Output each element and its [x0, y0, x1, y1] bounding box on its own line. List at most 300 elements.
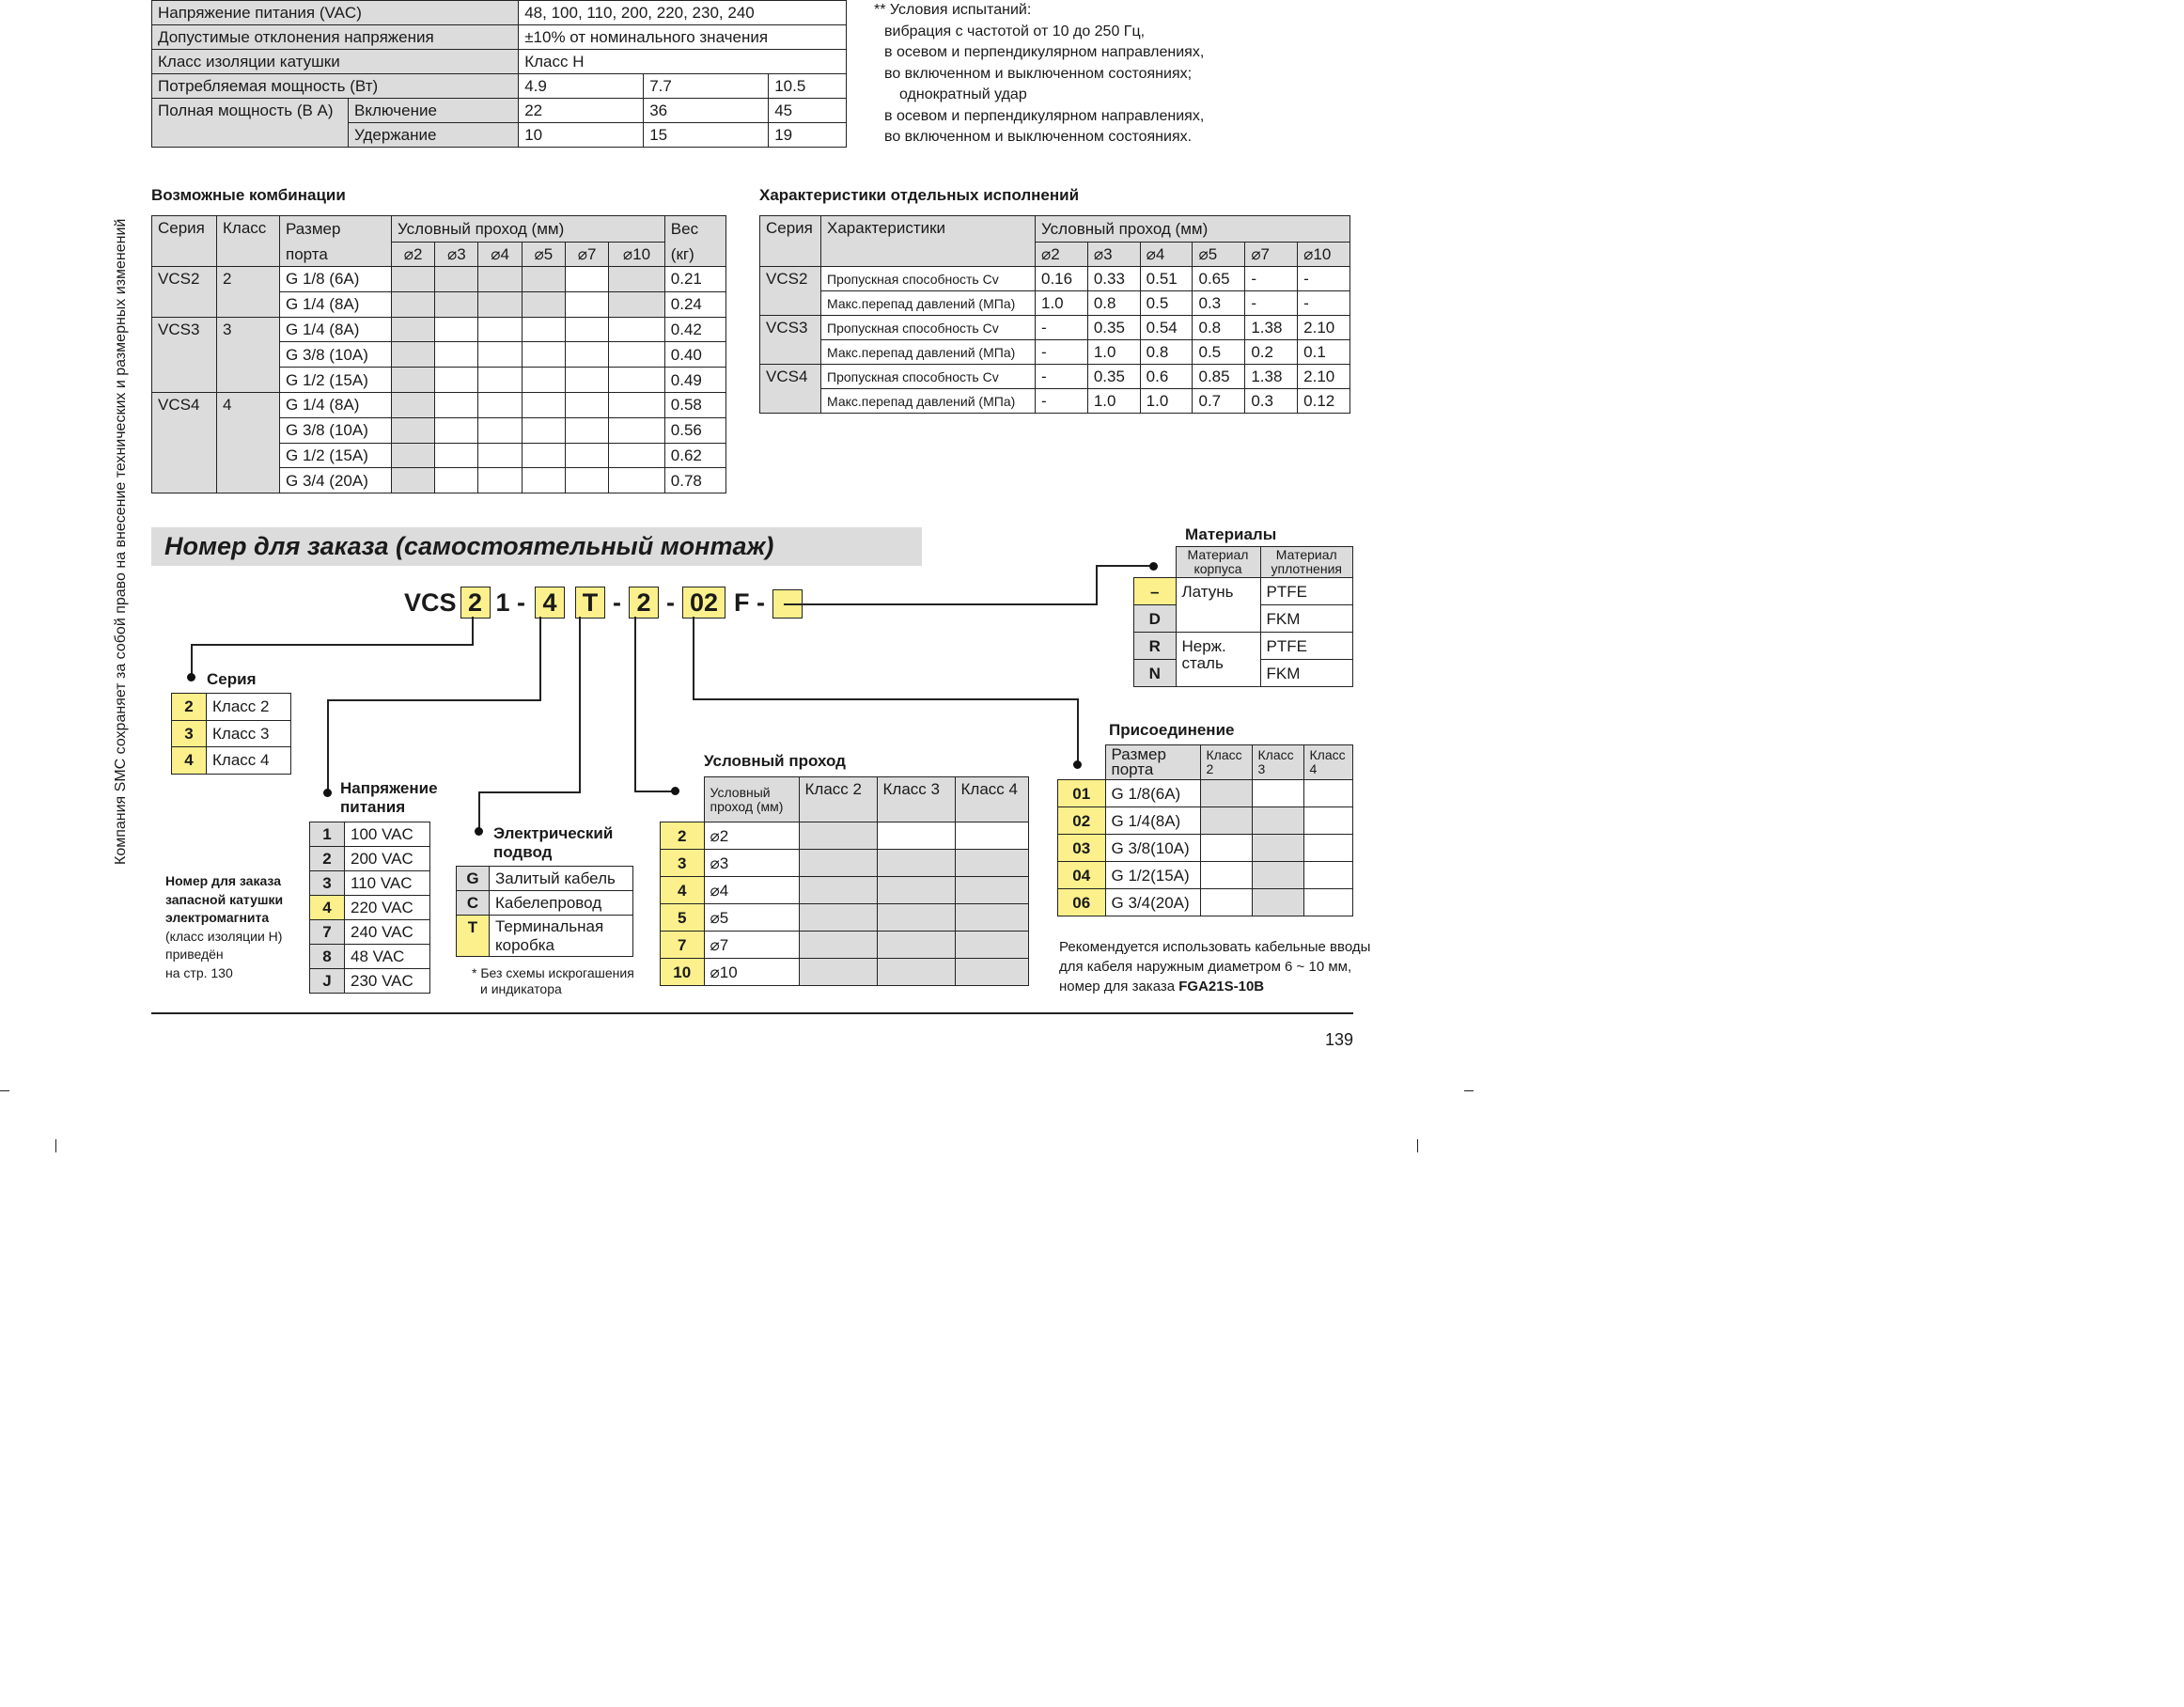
table-row — [310, 847, 430, 871]
catalog-page — [0, 0, 1474, 1152]
cell: VCS3 — [760, 316, 821, 365]
cable-note-text: номер для заказа — [1059, 979, 1179, 994]
code-sep: 1 - — [495, 588, 526, 617]
electrical-table — [456, 866, 633, 957]
cell: 4 — [217, 392, 280, 493]
electrical-title-line: подвод — [493, 843, 553, 861]
blank-cell — [1134, 547, 1177, 578]
cell: 1.38 — [1245, 316, 1298, 340]
header-cell: Серия — [760, 216, 821, 267]
header-cell: ⌀10 — [609, 243, 665, 267]
table-row — [310, 945, 430, 969]
cell: 0.24 — [664, 291, 725, 317]
cell: G 1/2(15A) — [1105, 862, 1200, 889]
coil-note-line: приведён — [165, 947, 224, 962]
combos-title: Возможные комбинации — [151, 186, 346, 204]
header-cell: ⌀5 — [522, 243, 565, 267]
orifice-cell — [478, 267, 522, 292]
leader-line — [539, 617, 541, 701]
cell: 10.5 — [769, 74, 847, 99]
table-row — [760, 291, 1350, 316]
class-cell — [877, 877, 955, 904]
code-cell: C — [457, 891, 490, 916]
cell: 2.10 — [1298, 365, 1350, 389]
orifice-cell — [609, 417, 665, 443]
leader-line — [579, 617, 581, 793]
electrical-note — [472, 965, 634, 997]
cell: - — [1245, 291, 1298, 316]
table-row — [152, 267, 726, 292]
class-cell — [877, 850, 955, 877]
class-cell — [1252, 835, 1303, 862]
cell: 110 VAC — [345, 871, 430, 896]
cell — [490, 916, 633, 957]
class-cell — [877, 904, 955, 932]
cell: Класс 2 — [207, 694, 291, 721]
cell: 10 — [519, 123, 644, 148]
order-title: Номер для заказа (самостоятельный монтаж) — [164, 532, 774, 560]
leader-line — [327, 699, 541, 701]
header-cell: Вес — [664, 216, 725, 243]
cell: G 1/2 (15A) — [280, 368, 392, 393]
cell: 0.62 — [664, 443, 725, 468]
table-row — [760, 365, 1350, 389]
cell: 36 — [644, 99, 769, 123]
cell: Залитый кабель — [490, 867, 633, 891]
header-line: 3 — [1257, 761, 1266, 776]
class-cell — [1303, 862, 1353, 889]
orifice-cell — [392, 417, 435, 443]
cell: 0.33 — [1087, 267, 1140, 291]
cell-line: сталь — [1181, 654, 1224, 672]
code-sep: - — [666, 588, 676, 617]
cell: ⌀10 — [704, 959, 799, 986]
note-line: во включенном и выключенном состояниях; — [884, 65, 1193, 82]
orifice-cell — [435, 342, 478, 368]
leader-line — [784, 603, 1098, 605]
class-cell — [799, 822, 877, 850]
note-line: * Без схемы искрогашения — [472, 965, 634, 980]
header-cell: Класс 4 — [955, 777, 1029, 822]
cell: Допустимые отклонения напряжения — [152, 25, 519, 50]
coil-note-line: (класс изоляции Н) — [165, 928, 283, 944]
cell: 15 — [644, 123, 769, 148]
coil-note-line: электромагнита — [165, 910, 270, 925]
table-row — [661, 932, 1029, 959]
header-cell: ⌀3 — [435, 243, 478, 267]
table-row — [310, 822, 430, 847]
leader-line — [478, 791, 581, 793]
class-cell — [955, 850, 1029, 877]
cell: 0.7 — [1193, 389, 1245, 414]
cell: Латунь — [1176, 578, 1260, 633]
characteristics-table — [759, 215, 1350, 414]
cell: PTFE — [1260, 578, 1353, 605]
header-cell: порта — [280, 243, 392, 267]
cable-note-line: для кабеля наружным диаметром 6 ~ 10 мм, — [1059, 959, 1352, 975]
note-line: ** Условия испытаний: — [874, 2, 1032, 18]
orifice-cell — [565, 468, 608, 493]
table-row — [152, 392, 726, 417]
cell: 1.0 — [1087, 340, 1140, 365]
header-cell: Характеристики — [821, 216, 1036, 267]
orifice-cell — [565, 392, 608, 417]
cell: 200 VAC — [345, 847, 430, 871]
table-row — [310, 920, 430, 945]
code-cell: D — [1134, 605, 1177, 633]
orifice-table — [660, 776, 1029, 986]
class-cell — [799, 932, 877, 959]
cable-note-line: Рекомендуется использовать кабельные вводы — [1059, 939, 1371, 955]
code-sep: - — [613, 588, 622, 617]
voltage-title-line: питания — [340, 798, 406, 816]
orifice-cell — [478, 443, 522, 468]
orifice-cell — [565, 368, 608, 393]
header-line: Размер — [1111, 745, 1166, 763]
header-line: уплотнения — [1271, 561, 1342, 576]
test-conditions-note — [874, 0, 1204, 149]
cell: J — [310, 969, 345, 994]
cell: ⌀7 — [704, 932, 799, 959]
order-title-band — [151, 527, 922, 566]
cell: 03 — [1058, 835, 1106, 862]
table-row — [661, 959, 1029, 986]
cell: Класс изоляции катушки — [152, 50, 519, 74]
cable-part-number: FGA21S-10B — [1178, 979, 1265, 994]
cell: Макс.перепад давлений (МПа) — [821, 389, 1036, 414]
cell: 22 — [519, 99, 644, 123]
header-cell: ⌀2 — [392, 243, 435, 267]
header-cell: ⌀4 — [1140, 243, 1193, 267]
header-cell: ⌀3 — [1087, 243, 1140, 267]
class-cell — [1303, 780, 1353, 807]
header-cell: (кг) — [664, 243, 725, 267]
orifice-cell — [565, 291, 608, 317]
class-cell — [1200, 807, 1252, 835]
cell: 2 — [217, 267, 280, 318]
table-row — [661, 850, 1029, 877]
connection-title: Присоединение — [1109, 721, 1235, 739]
cell: Удержание — [349, 123, 519, 148]
electrical-title — [493, 824, 613, 862]
orifice-cell — [435, 417, 478, 443]
header-cell: ⌀10 — [1298, 243, 1350, 267]
class-cell — [1200, 835, 1252, 862]
cell: G 1/4 (8A) — [280, 392, 392, 417]
cell: 19 — [769, 123, 847, 148]
header-line: Класс — [1206, 747, 1242, 763]
leader-line — [693, 617, 694, 699]
cell: 0.54 — [1140, 316, 1193, 340]
orifice-cell — [478, 317, 522, 342]
orifice-cell — [478, 368, 522, 393]
cell: G 3/4 (20A) — [280, 468, 392, 493]
class-cell — [799, 959, 877, 986]
cell: 0.8 — [1087, 291, 1140, 316]
cell: Напряжение питания (VAC) — [152, 1, 519, 25]
class-cell — [1252, 780, 1303, 807]
orifice-cell — [392, 317, 435, 342]
class-cell — [877, 932, 955, 959]
orifice-cell — [392, 368, 435, 393]
cell: Класс 3 — [207, 720, 291, 747]
orifice-cell — [392, 267, 435, 292]
orifice-cell — [565, 417, 608, 443]
cell: Пропускная способность Cv — [821, 365, 1036, 389]
orifice-cell — [609, 291, 665, 317]
orifice-cell — [392, 291, 435, 317]
cell-line: коробка — [495, 935, 554, 954]
table-row — [310, 969, 430, 994]
blank-cell — [661, 777, 705, 822]
crop-mark — [1464, 1090, 1474, 1091]
cell: VCS4 — [152, 392, 217, 493]
cell: 2 — [661, 822, 705, 850]
table-row — [310, 871, 430, 896]
orifice-cell — [478, 468, 522, 493]
table-row — [760, 389, 1350, 414]
header-line: Класс — [1309, 747, 1346, 763]
cell: 4 — [661, 877, 705, 904]
cell: Кабелепровод — [490, 891, 633, 916]
orifice-cell — [565, 267, 608, 292]
cell: G 1/2 (15A) — [280, 443, 392, 468]
class-cell — [955, 959, 1029, 986]
code-orifice-box: 2 — [629, 587, 659, 619]
orifice-cell — [565, 317, 608, 342]
header-line: проход (мм) — [710, 798, 784, 814]
leader-dot — [187, 673, 195, 681]
voltage-table — [309, 822, 430, 994]
cell: ⌀4 — [704, 877, 799, 904]
orifice-cell — [609, 368, 665, 393]
cell: 0.40 — [664, 342, 725, 368]
cell: - — [1245, 267, 1298, 291]
cell-line: Терминальная — [495, 916, 604, 935]
header-line: Условный — [710, 784, 771, 800]
cell: 1.0 — [1036, 291, 1088, 316]
materials-table — [1133, 546, 1353, 687]
cell: VCS2 — [760, 267, 821, 316]
note-line: в осевом и перпендикулярном направлениях, — [884, 44, 1205, 60]
orifice-cell — [522, 443, 565, 468]
class-cell — [1303, 835, 1353, 862]
orifice-cell — [609, 317, 665, 342]
cell: 0.1 — [1298, 340, 1350, 365]
orifice-cell — [522, 317, 565, 342]
coil-note-line: Номер для заказа — [165, 873, 281, 888]
cable-note — [1059, 937, 1370, 996]
voltage-title-line: Напряжение — [340, 779, 438, 797]
note-line: и индикатора — [480, 981, 562, 996]
table-row — [1058, 862, 1353, 889]
header-line: порта — [1111, 760, 1154, 778]
cell: G 1/8 (6A) — [280, 267, 392, 292]
voltage-title — [340, 779, 438, 817]
cell: VCS3 — [152, 317, 217, 392]
orifice-cell — [565, 342, 608, 368]
header-cell — [1303, 745, 1353, 780]
cell: 06 — [1058, 889, 1106, 916]
cell: 0.12 — [1298, 389, 1350, 414]
code-cell: G — [457, 867, 490, 891]
cell — [1176, 633, 1260, 687]
orifice-cell — [478, 417, 522, 443]
orifice-cell — [392, 342, 435, 368]
leader-line — [634, 617, 636, 791]
orifice-cell — [392, 443, 435, 468]
cell: Пропускная способность Cv — [821, 267, 1036, 291]
cell: 1 — [310, 822, 345, 847]
cell: 0.65 — [1193, 267, 1245, 291]
cell: 0.5 — [1193, 340, 1245, 365]
cell: G 1/4(8A) — [1105, 807, 1200, 835]
cell: 3 — [172, 720, 207, 747]
cell: 4 — [172, 747, 207, 775]
cell: 2 — [310, 847, 345, 871]
orifice-cell — [522, 392, 565, 417]
page-number: 139 — [1324, 1030, 1353, 1049]
cell: 1.0 — [1140, 389, 1193, 414]
footer-rule — [151, 1012, 1353, 1014]
cell: Потребляемая мощность (Вт) — [152, 74, 519, 99]
orifice-cell — [478, 392, 522, 417]
orifice-cell — [392, 392, 435, 417]
cell: 0.3 — [1193, 291, 1245, 316]
orifice-cell — [609, 443, 665, 468]
cell: 2 — [172, 694, 207, 721]
class-cell — [1252, 807, 1303, 835]
class-cell — [1200, 889, 1252, 916]
table-row — [172, 694, 291, 721]
cell: 0.8 — [1193, 316, 1245, 340]
cell: 0.35 — [1087, 316, 1140, 340]
coil-note-line: на стр. 130 — [165, 964, 233, 980]
class-cell — [799, 904, 877, 932]
cell: 230 VAC — [345, 969, 430, 994]
code-sep: F - — [734, 588, 766, 617]
series-title: Серия — [207, 670, 257, 688]
orifice-cell — [478, 342, 522, 368]
header-cell — [1200, 745, 1252, 780]
cell: 3 — [217, 317, 280, 392]
cell: 7.7 — [644, 74, 769, 99]
header-cell: ⌀2 — [1036, 243, 1088, 267]
cell: - — [1036, 389, 1088, 414]
class-cell — [877, 959, 955, 986]
orifice-cell — [609, 392, 665, 417]
cell: - — [1298, 291, 1350, 316]
cell: 0.58 — [664, 392, 725, 417]
header-line: Класс — [1257, 747, 1294, 763]
table-row — [661, 904, 1029, 932]
code-cell: R — [1134, 633, 1177, 660]
header-line: корпуса — [1193, 561, 1242, 576]
header-cell — [1260, 547, 1353, 578]
cell: 0.56 — [664, 417, 725, 443]
leader-line — [693, 698, 1078, 700]
orifice-cell — [522, 417, 565, 443]
table-row — [1058, 835, 1353, 862]
code-voltage-box: 4 — [535, 587, 565, 619]
cell: VCS4 — [760, 365, 821, 414]
header-cell: ⌀7 — [565, 243, 608, 267]
materials-title: Материалы — [1185, 525, 1277, 543]
electrical-title-line: Электрический — [493, 824, 614, 842]
class-cell — [1252, 889, 1303, 916]
cell: 0.6 — [1140, 365, 1193, 389]
class-cell — [1252, 862, 1303, 889]
chars-title: Характеристики отдельных исполнений — [759, 186, 1080, 204]
cell: - — [1036, 365, 1088, 389]
cell: 0.35 — [1087, 365, 1140, 389]
cell-line: Нерж. — [1181, 637, 1226, 655]
leader-dot — [323, 789, 332, 797]
cell: - — [1036, 316, 1088, 340]
header-line: Материал — [1275, 547, 1337, 563]
leader-line — [1096, 565, 1098, 605]
class-cell — [799, 850, 877, 877]
cell: 0.8 — [1140, 340, 1193, 365]
cell: 4.9 — [519, 74, 644, 99]
header-cell: Условный проход (мм) — [1036, 216, 1350, 243]
header-cell: ⌀5 — [1193, 243, 1245, 267]
cell: 48 VAC — [345, 945, 430, 969]
cell: PTFE — [1260, 633, 1353, 660]
coil-note — [165, 872, 283, 982]
cell: 2.10 — [1298, 316, 1350, 340]
orifice-cell — [522, 368, 565, 393]
class-cell — [799, 877, 877, 904]
cell: 8 — [310, 945, 345, 969]
leader-dot — [475, 827, 483, 836]
cell: 0.2 — [1245, 340, 1298, 365]
class-cell — [1200, 862, 1252, 889]
cell: 220 VAC — [345, 896, 430, 920]
leader-line — [478, 791, 480, 831]
side-note: Компания SMC сохраняет за собой право на внесение технических и размерных изменений — [113, 218, 129, 865]
cell: Включение — [349, 99, 519, 123]
cell: 0.42 — [664, 317, 725, 342]
orifice-cell — [435, 291, 478, 317]
table-row — [661, 822, 1029, 850]
cell: Класс 4 — [207, 747, 291, 775]
cell: 01 — [1058, 780, 1106, 807]
cell: ⌀3 — [704, 850, 799, 877]
header-cell: Условный проход (мм) — [392, 216, 665, 243]
cell: 4 — [310, 896, 345, 920]
cell: 0.51 — [1140, 267, 1193, 291]
coil-note-line: запасной катушки — [165, 891, 284, 907]
leader-line — [191, 644, 474, 646]
orifice-cell — [435, 267, 478, 292]
class-cell — [877, 822, 955, 850]
cell: 0.21 — [664, 267, 725, 292]
electrical-spec-table — [151, 0, 847, 148]
cell: 100 VAC — [345, 822, 430, 847]
header-cell: ⌀7 — [1245, 243, 1298, 267]
code-electrical-box: T — [575, 587, 605, 619]
cell: 1.0 — [1087, 389, 1140, 414]
cell: ⌀2 — [704, 822, 799, 850]
cell: 48, 100, 110, 200, 220, 230, 240 — [519, 1, 847, 25]
orifice-cell — [522, 291, 565, 317]
header-cell — [704, 777, 799, 822]
orifice-cell — [435, 468, 478, 493]
cell: Класс Н — [519, 50, 847, 74]
class-cell — [955, 822, 1029, 850]
cell: FKM — [1260, 605, 1353, 633]
